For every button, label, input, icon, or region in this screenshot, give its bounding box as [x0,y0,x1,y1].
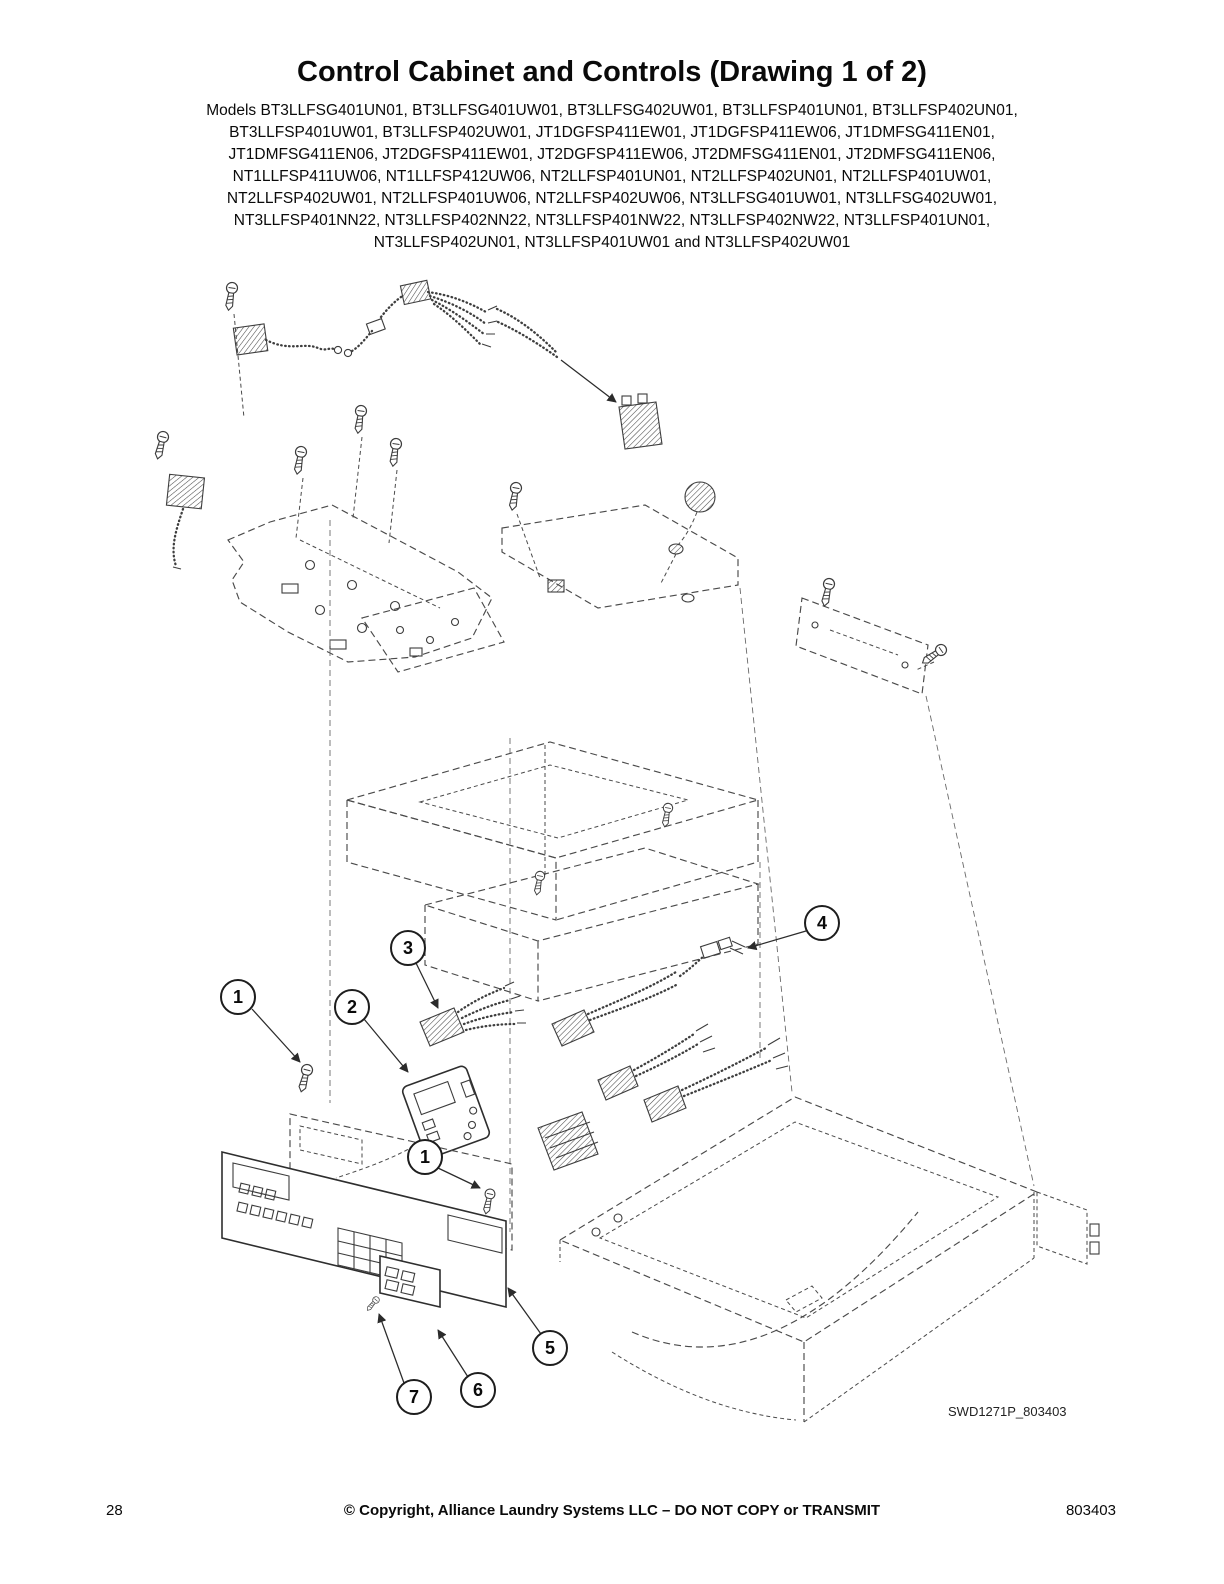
svg-text:2: 2 [346,997,358,1017]
callout-5 [508,1288,567,1365]
relay-connector [619,402,662,449]
connector [400,280,430,304]
screw-icon [296,1063,314,1093]
svg-text:6: 6 [472,1380,484,1400]
screw-icon [387,438,402,467]
svg-text:5: 5 [544,1338,556,1358]
cabinet-base [560,1097,1099,1422]
screw-icon [352,405,367,434]
harness-4 [552,937,745,1046]
terminal-block [233,324,267,355]
svg-text:1: 1 [419,1147,431,1167]
model-list-line: NT3LLFSP402UN01, NT3LLFSP401UW01 and NT3LLFSP402UW01 [373,234,851,251]
callout-4 [748,906,839,948]
drawing-id: SWD1271P_803403 [948,1404,1067,1419]
screw-icon [481,1188,496,1215]
model-list-line: NT1LLFSP411UW06, NT1LLFSP412UW06, NT2LLFSP401UN01, NT2LLFSP402UN01, NT2LLFSP401UW01, [232,168,992,185]
right-bracket [796,577,949,694]
support-channel [502,482,738,608]
callout-1 [221,980,314,1093]
callout-2 [335,990,408,1072]
callout-7 [379,1314,431,1414]
cabinet-shell [347,742,760,1060]
screw-icon [223,282,238,311]
model-list-line: JT1DMFSG411EN06, JT2DGFSP411EW01, JT2DGFSP411EW06, JT2DMFSG411EN01, JT2DMFSG411EN06, [228,146,996,163]
model-list-line: NT3LLFSP401NN22, NT3LLFSP402NN22, NT3LLFSP401NW22, NT3LLFSP402NW22, NT3LLFSP401UN01, [233,212,991,229]
model-list-line: Models BT3LLFSG401UN01, BT3LLFSG401UW01, BT3LLFSG402UW01, BT3LLFSP401UN01, BT3LLFSP402UN01, [206,102,1018,119]
document-number: 803403 [1065,1502,1116,1519]
screw-icon [819,577,836,607]
svg-text:1: 1 [232,987,244,1007]
screw-icon [532,871,545,896]
copyright-notice: © Copyright, Alliance Laundry Systems LLC – DO NOT COPY or TRANSMIT [343,1502,881,1519]
screw-icon [292,446,308,475]
svg-text:7: 7 [408,1387,420,1407]
fan-part [685,482,715,512]
page-number: 28 [106,1502,123,1519]
callout-6 [438,1330,495,1407]
page-title: Control Cabinet and Controls (Drawing 1 of 2) [297,56,927,88]
terminal-block [166,474,204,508]
top-harness-cluster [223,280,662,449]
screw-icon [507,482,523,511]
svg-text:3: 3 [402,938,414,958]
screw-icon [919,642,948,667]
screw-icon [152,430,169,460]
small-connector [548,580,564,592]
screw-icon [660,803,673,828]
svg-text:4: 4 [816,913,828,933]
mounting-bracket [228,505,504,672]
model-list-line: BT3LLFSP401UW01, BT3LLFSP402UW01, JT1DGFSP411EW01, JT1DGFSP411EW06, JT1DMFSG411EN01, [229,124,995,141]
screw-icon [365,1295,381,1312]
left-hardware-cluster [152,430,204,569]
model-list-line: NT2LLFSP402UW01, NT2LLFSP401UW06, NT2LLFSP402UW06, NT3LLFSG401UW01, NT3LLFSG402UW01, [226,190,998,207]
callout-3 [391,931,438,1008]
